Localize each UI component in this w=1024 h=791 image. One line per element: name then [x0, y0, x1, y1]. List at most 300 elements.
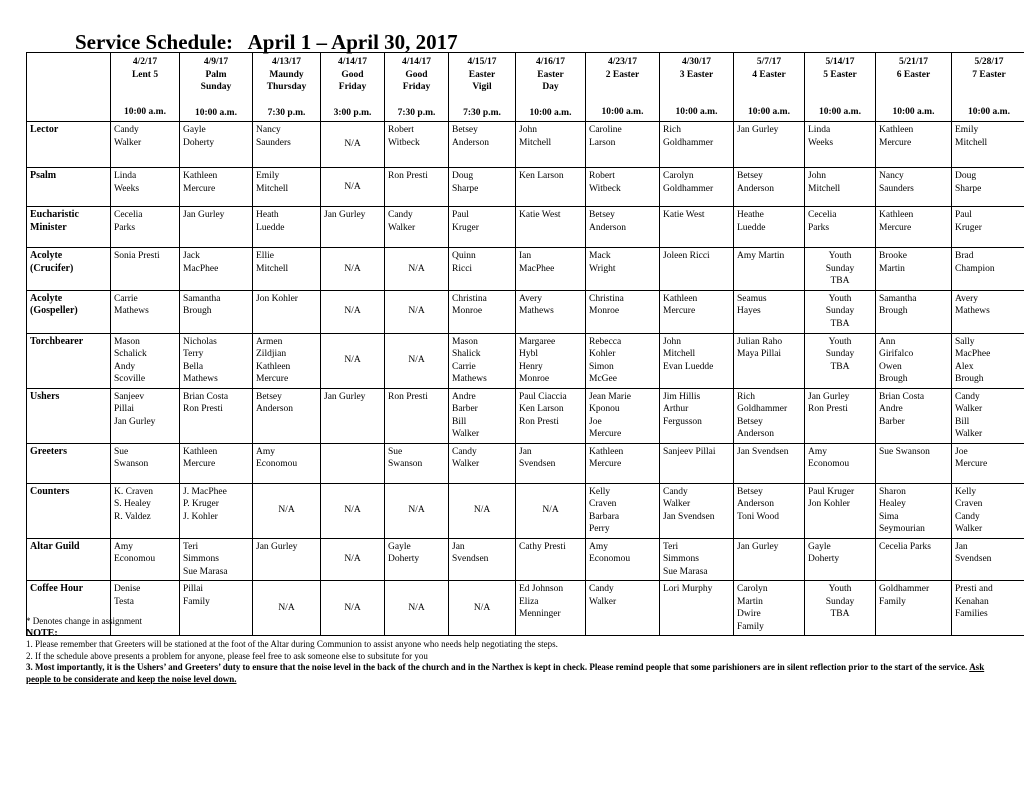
assignment-cell: [321, 122, 385, 168]
assignment-cell: [321, 168, 385, 207]
assignment-cell: [180, 483, 253, 538]
assignee-name: TBA: [830, 609, 850, 619]
assignee-name: Andre: [879, 404, 903, 414]
assignment-cell: [876, 290, 952, 333]
assignee-name: Mason: [114, 336, 140, 347]
assignee-name: McGee: [589, 374, 617, 384]
assignee-name: Mathews: [519, 306, 554, 316]
assignee-name: Walker: [388, 222, 416, 233]
assignment-cell: [952, 168, 1024, 207]
assignee-name: Barber: [879, 416, 905, 427]
assignment-cell: [586, 122, 660, 168]
assignment-cell: [586, 483, 660, 538]
assignment-cell: [385, 122, 449, 168]
service-date: 5/21/17: [898, 57, 929, 67]
assignee-name: Cecelia Parks: [879, 541, 931, 552]
assignee-name: Ken Larson: [519, 404, 564, 414]
assignee-name: Girifalco: [879, 349, 914, 359]
assignee-name: Betsey: [737, 416, 763, 427]
column-header: [876, 53, 952, 122]
assignee-name: Witbeck: [388, 137, 420, 148]
assignee-name: Ron Presti: [388, 171, 428, 181]
note-1: 1. Please remember that Greeters will be stationed at the foot of the Altar during Communion to assist anyone who needs help negotiating the steps.: [26, 639, 558, 649]
assignee-name: N/A: [408, 602, 425, 613]
service-name: Vigil: [472, 82, 492, 92]
assignee-name: N/A: [473, 602, 491, 613]
assignee-name: Joleen Ricci: [663, 251, 710, 261]
assignee-name: Svendsen: [955, 554, 992, 564]
assignee-name: N/A: [344, 181, 361, 192]
assignee-name: MacPhee: [183, 263, 219, 274]
assignee-name: Wright: [589, 263, 616, 274]
assignee-name: Svendsen: [452, 554, 489, 564]
assignment-cell: [805, 483, 876, 538]
asterisk-note: * Denotes change in assignment: [26, 616, 142, 626]
assignee-name: Sharpe: [452, 183, 479, 194]
assignment-cell: [321, 207, 385, 248]
assignee-name: Mitchell: [519, 137, 552, 148]
assignee-name: Kathleen: [183, 446, 218, 457]
assignee-name: Walker: [955, 404, 983, 414]
assignee-name: Craven: [955, 499, 983, 509]
schedule-row: [27, 122, 1024, 168]
role-label-line: Acolyte: [30, 292, 63, 304]
assignee-name: Mercure: [663, 306, 696, 316]
assignee-name: Sanjeev Pillai: [663, 446, 716, 457]
assignee-name: N/A: [344, 505, 361, 516]
schedule-row: [27, 388, 1024, 443]
assignee-name: Seamus: [737, 293, 767, 304]
assignment-cell: [876, 122, 952, 168]
assignee-name: Terry: [183, 349, 204, 359]
assignee-name: Martin: [737, 596, 763, 607]
assignee-name: Sue Marasa: [663, 566, 708, 577]
assignment-cell: [180, 168, 253, 207]
service-name: Thursday: [266, 82, 307, 92]
assignee-name: Walker: [589, 596, 617, 607]
assignee-name: Saunders: [256, 137, 291, 148]
assignee-name: N/A: [408, 306, 425, 317]
assignee-name: Economou: [808, 459, 850, 469]
assignment-cell: [586, 333, 660, 388]
assignee-name: Kathleen: [879, 125, 914, 135]
assignee-name: Youth: [828, 584, 852, 594]
assignee-name: Shalick: [452, 349, 481, 359]
assignment-cell: [734, 333, 805, 388]
assignee-name: Monroe: [452, 306, 483, 316]
assignee-name: Toni Wood: [737, 511, 779, 522]
assignment-cell: [253, 207, 321, 248]
assignee-name: Healey: [879, 499, 906, 509]
assignment-cell: [952, 248, 1024, 291]
assignment-cell: [180, 207, 253, 248]
assignment-cell: [952, 538, 1024, 581]
assignment-cell: [449, 207, 516, 248]
assignee-name: Hayes: [737, 306, 761, 316]
service-name: Maundy: [269, 69, 304, 80]
assignee-name: Betsey: [589, 210, 615, 220]
assignment-cell: [952, 207, 1024, 248]
assignment-cell: [385, 248, 449, 291]
assignment-cell: [876, 388, 952, 443]
assignee-name: TBA: [830, 318, 850, 329]
schedule-row: [27, 168, 1024, 207]
service-time: 10:00 a.m.: [748, 107, 790, 117]
assignee-name: Luedde: [737, 222, 766, 233]
service-date: 4/13/17: [271, 57, 302, 67]
assignee-name: Martin: [879, 263, 905, 274]
assignee-name: Sima: [879, 511, 899, 522]
assignee-name: Sunday: [825, 596, 855, 607]
assignee-name: Gayle: [808, 541, 831, 552]
role-label: [27, 388, 111, 443]
assignee-name: Andy: [114, 361, 136, 372]
assignee-name: Gayle: [388, 541, 411, 552]
service-date: 5/7/17: [756, 57, 782, 67]
schedule-row: [27, 248, 1024, 291]
assignment-cell: [111, 388, 180, 443]
service-name: 7 Easter: [972, 69, 1006, 80]
assignee-name: Mitchell: [663, 349, 696, 359]
assignee-name: Margaree: [519, 336, 556, 347]
assignment-cell: [734, 248, 805, 291]
service-name: Easter: [537, 69, 564, 80]
assignee-name: Brough: [955, 374, 984, 384]
role-label-line: Psalm: [30, 170, 57, 181]
assignee-name: Maya Pillai: [737, 349, 782, 359]
assignee-name: Candy: [388, 210, 413, 220]
assignment-cell: [253, 483, 321, 538]
column-header: [734, 53, 805, 122]
assignee-name: Anderson: [737, 183, 774, 194]
assignment-cell: [805, 122, 876, 168]
assignee-name: Walker: [663, 499, 691, 509]
assignee-name: Linda: [114, 171, 137, 181]
assignee-name: Kathleen: [183, 171, 218, 181]
assignment-cell: [876, 333, 952, 388]
assignee-name: Jan Gurley: [183, 210, 225, 220]
header-row: [27, 53, 1024, 122]
assignee-name: Sonia Presti: [114, 251, 160, 261]
assignee-name: N/A: [278, 602, 295, 613]
assignee-name: Jan Gurley: [114, 416, 156, 427]
assignee-name: Amy: [589, 541, 608, 552]
assignment-cell: [734, 207, 805, 248]
assignee-name: Kathleen: [589, 446, 624, 457]
assignee-name: Betsey: [737, 486, 763, 497]
service-time: 7:30 p.m.: [463, 107, 501, 118]
assignee-name: Weeks: [114, 183, 140, 194]
assignment-cell: [805, 168, 876, 207]
assignee-name: Mathews: [452, 374, 487, 384]
assignee-name: Schalick: [114, 349, 147, 359]
assignee-name: Goldhammer: [879, 584, 930, 594]
column-header: [321, 53, 385, 122]
assignee-name: Jan Gurley: [808, 391, 850, 402]
assignee-name: Perry: [589, 524, 610, 534]
assignee-name: Testa: [114, 596, 134, 607]
service-name: Friday: [338, 82, 367, 92]
assignment-cell: [111, 168, 180, 207]
assignment-cell: [660, 483, 734, 538]
assignment-cell: [321, 333, 385, 388]
assignment-cell: [111, 290, 180, 333]
assignment-cell: [321, 443, 385, 483]
assignment-cell: [180, 122, 253, 168]
assignee-name: Fergusson: [663, 416, 702, 427]
assignee-name: Youth: [828, 293, 852, 304]
assignee-name: Joe: [955, 446, 968, 457]
assignee-name: Amy: [114, 541, 133, 552]
schedule-row: [27, 333, 1024, 388]
service-time: 10:00 a.m.: [819, 107, 861, 117]
assignee-name: Lori Murphy: [663, 584, 713, 594]
assignee-name: Goldhammer: [737, 404, 788, 414]
assignment-cell: [586, 290, 660, 333]
assignee-name: Presti and: [955, 584, 993, 594]
assignee-name: Brough: [879, 374, 908, 384]
role-header-cell: [27, 53, 111, 122]
assignee-name: Jon Kohler: [256, 293, 298, 304]
assignment-cell: [111, 333, 180, 388]
assignee-name: Craven: [589, 499, 617, 509]
assignment-cell: [660, 333, 734, 388]
assignee-name: Betsey: [737, 171, 763, 181]
assignment-cell: [516, 207, 586, 248]
assignment-cell: [449, 122, 516, 168]
assignee-name: TBA: [830, 276, 850, 286]
assignee-name: Families: [955, 609, 988, 619]
assignee-name: Katie West: [663, 210, 705, 220]
assignee-name: Jan Svendsen: [663, 511, 715, 522]
assignee-name: Monroe: [589, 306, 620, 316]
assignee-name: Barbara: [589, 511, 620, 522]
assignee-name: Mason: [452, 336, 478, 347]
assignee-name: N/A: [408, 355, 425, 366]
assignment-cell: [805, 388, 876, 443]
assignee-name: Walker: [452, 429, 480, 439]
assignment-cell: [385, 290, 449, 333]
assignment-cell: [660, 122, 734, 168]
assignee-name: Andre: [452, 391, 476, 402]
assignment-cell: [516, 290, 586, 333]
note-3: [26, 662, 1011, 685]
assignee-name: Cecelia: [114, 210, 143, 220]
assignee-name: Anderson: [589, 222, 626, 233]
assignee-name: Mitchell: [256, 263, 289, 274]
assignment-cell: [180, 443, 253, 483]
assignee-name: Zildjian: [256, 349, 287, 359]
assignee-name: Swanson: [388, 459, 423, 469]
assignee-name: Denise: [114, 584, 141, 594]
service-time: 10:00 a.m.: [892, 107, 935, 117]
assignee-name: Goldhammer: [663, 137, 714, 148]
role-label-line: (Crucifer): [30, 262, 74, 274]
assignee-name: Youth: [828, 251, 852, 261]
assignee-name: N/A: [344, 355, 361, 366]
assignee-name: Kruger: [955, 222, 982, 233]
assignee-name: Jan: [519, 446, 532, 457]
service-time: 10:00 a.m.: [968, 107, 1010, 117]
assignee-name: Sue: [114, 446, 129, 457]
assignment-cell: [111, 122, 180, 168]
assignee-name: Betsey: [452, 125, 478, 135]
assignee-name: Walker: [452, 459, 480, 469]
assignment-cell: [734, 538, 805, 581]
assignment-cell: [586, 168, 660, 207]
assignee-name: Jon Kohler: [808, 499, 850, 509]
role-label: [27, 483, 111, 538]
assignment-cell: [952, 443, 1024, 483]
assignee-name: Paul Kruger: [808, 486, 855, 497]
assignee-name: Luedde: [256, 222, 285, 233]
assignee-name: Jan Gurley: [737, 541, 779, 552]
assignee-name: Anderson: [737, 499, 774, 509]
assignee-name: Christina: [452, 293, 487, 304]
assignment-cell: [734, 290, 805, 333]
service-date: 4/9/17: [203, 57, 229, 67]
assignee-name: Family: [183, 596, 210, 607]
assignee-name: Jan Gurley: [324, 210, 366, 220]
assignee-name: Weeks: [808, 137, 834, 148]
assignment-cell: [516, 388, 586, 443]
assignee-name: Mercure: [183, 459, 216, 469]
assignee-name: Brad: [955, 251, 974, 261]
assignee-name: Kponou: [589, 404, 620, 414]
assignee-name: Emily: [955, 125, 979, 135]
service-name: 2 Easter: [605, 69, 640, 80]
role-label-line: (Gospeller): [30, 305, 78, 316]
assignee-name: Linda: [808, 125, 831, 135]
service-name: Lent 5: [131, 69, 159, 80]
note-3-underlined: Ask people to be considerate and keep the noise level down.: [26, 662, 985, 684]
service-name: Good: [341, 69, 364, 80]
role-label: [27, 290, 111, 333]
assignee-name: Owen: [879, 361, 902, 372]
assignment-cell: [111, 248, 180, 291]
assignee-name: Julian Raho: [737, 336, 783, 347]
assignee-name: S. Healey: [114, 499, 151, 509]
service-name: Friday: [402, 82, 431, 92]
assignment-cell: [660, 290, 734, 333]
assignee-name: Mercure: [589, 459, 622, 469]
assignment-cell: [253, 443, 321, 483]
assignment-cell: [734, 122, 805, 168]
assignment-cell: [952, 388, 1024, 443]
assignment-cell: [586, 538, 660, 581]
assignee-name: Samantha: [183, 293, 221, 304]
assignee-name: N/A: [344, 306, 361, 317]
role-label-line: Eucharistic: [30, 209, 79, 220]
assignee-name: Quinn: [452, 251, 476, 261]
column-header: [449, 53, 516, 122]
assignee-name: Menninger: [519, 609, 561, 619]
assignment-cell: [660, 207, 734, 248]
assignment-cell: [952, 122, 1024, 168]
notes-heading: NOTE:: [26, 627, 58, 639]
assignee-name: Paul Ciaccia: [519, 391, 567, 402]
assignee-name: Ron Presti: [519, 416, 559, 427]
assignee-name: Candy: [663, 486, 688, 497]
assignee-name: Nancy: [256, 125, 281, 135]
assignment-cell: [660, 443, 734, 483]
assignee-name: Heathe: [737, 210, 764, 220]
service-date: 5/14/17: [825, 57, 855, 67]
assignee-name: Armen: [256, 336, 283, 347]
assignee-name: Barber: [452, 404, 478, 414]
assignment-cell: [111, 538, 180, 581]
assignee-name: Kohler: [589, 349, 616, 359]
assignment-cell: [660, 388, 734, 443]
assignment-cell: [385, 388, 449, 443]
assignee-name: Avery: [519, 293, 543, 304]
note-3-text: 3. Most importantly, it is the Ushers’ and Greeters’ duty to ensure that the noise level in the back of the church and in the Narthex is kept in check. Please remind people that some parishioners are in silent reflection prior to the start of the service.: [26, 662, 968, 672]
service-time: 10:00 a.m.: [124, 107, 166, 117]
assignee-name: Pillai: [114, 404, 135, 414]
assignment-cell: [385, 168, 449, 207]
assignee-name: Walker: [955, 429, 983, 439]
column-header: [180, 53, 253, 122]
assignment-cell: [660, 248, 734, 291]
assignee-name: Sunday: [825, 306, 855, 316]
assignment-cell: [805, 248, 876, 291]
assignment-cell: [253, 122, 321, 168]
service-date: 4/15/17: [467, 57, 497, 67]
assignee-name: Kathleen: [663, 293, 698, 304]
assignee-name: Mercure: [589, 429, 622, 439]
assignee-name: Mitchell: [256, 183, 289, 194]
assignment-cell: [586, 248, 660, 291]
assignment-cell: [805, 207, 876, 248]
service-name: 6 Easter: [896, 69, 931, 80]
assignee-name: Ellie: [256, 251, 274, 261]
service-time: 10:00 a.m.: [675, 107, 718, 117]
assignment-cell: [586, 388, 660, 443]
service-name: 3 Easter: [679, 69, 714, 80]
assignee-name: Ian: [519, 251, 532, 261]
assignee-name: Mitchell: [808, 183, 841, 194]
assignee-name: Alex: [955, 361, 974, 372]
assignee-name: N/A: [344, 602, 361, 613]
assignee-name: Carrie: [114, 293, 138, 304]
note-2: 2. If the schedule above presents a problem for anyone, please feel free to ask someone else to subsitute for you: [26, 650, 428, 661]
assignment-cell: [321, 388, 385, 443]
table-body: [27, 122, 1024, 636]
assignee-name: Anderson: [256, 404, 293, 414]
service-name: Sunday: [200, 82, 232, 92]
role-label-line: Ushers: [30, 390, 60, 402]
assignee-name: Candy: [589, 584, 614, 594]
assignee-name: Teri: [183, 541, 199, 552]
assignee-name: Jim Hillis: [663, 391, 701, 402]
role-label-line: Lector: [30, 124, 59, 135]
assignment-cell: [805, 443, 876, 483]
assignee-name: Eliza: [519, 596, 539, 607]
role-label-line: Greeters: [30, 445, 68, 457]
assignee-name: John: [808, 171, 826, 181]
assignee-name: Ron Presti: [183, 404, 223, 414]
assignee-name: Jack: [183, 251, 200, 261]
assignee-name: Mercure: [183, 183, 216, 194]
assignee-name: Brian Costa: [183, 391, 229, 402]
assignee-name: Ken Larson: [519, 171, 564, 181]
assignee-name: Paul: [955, 210, 972, 220]
role-label-line: Minister: [30, 221, 67, 233]
assignee-name: J. MacPhee: [183, 486, 227, 497]
assignee-name: Amy: [256, 446, 275, 457]
service-name: Good: [405, 69, 428, 80]
assignee-name: N/A: [473, 505, 491, 516]
